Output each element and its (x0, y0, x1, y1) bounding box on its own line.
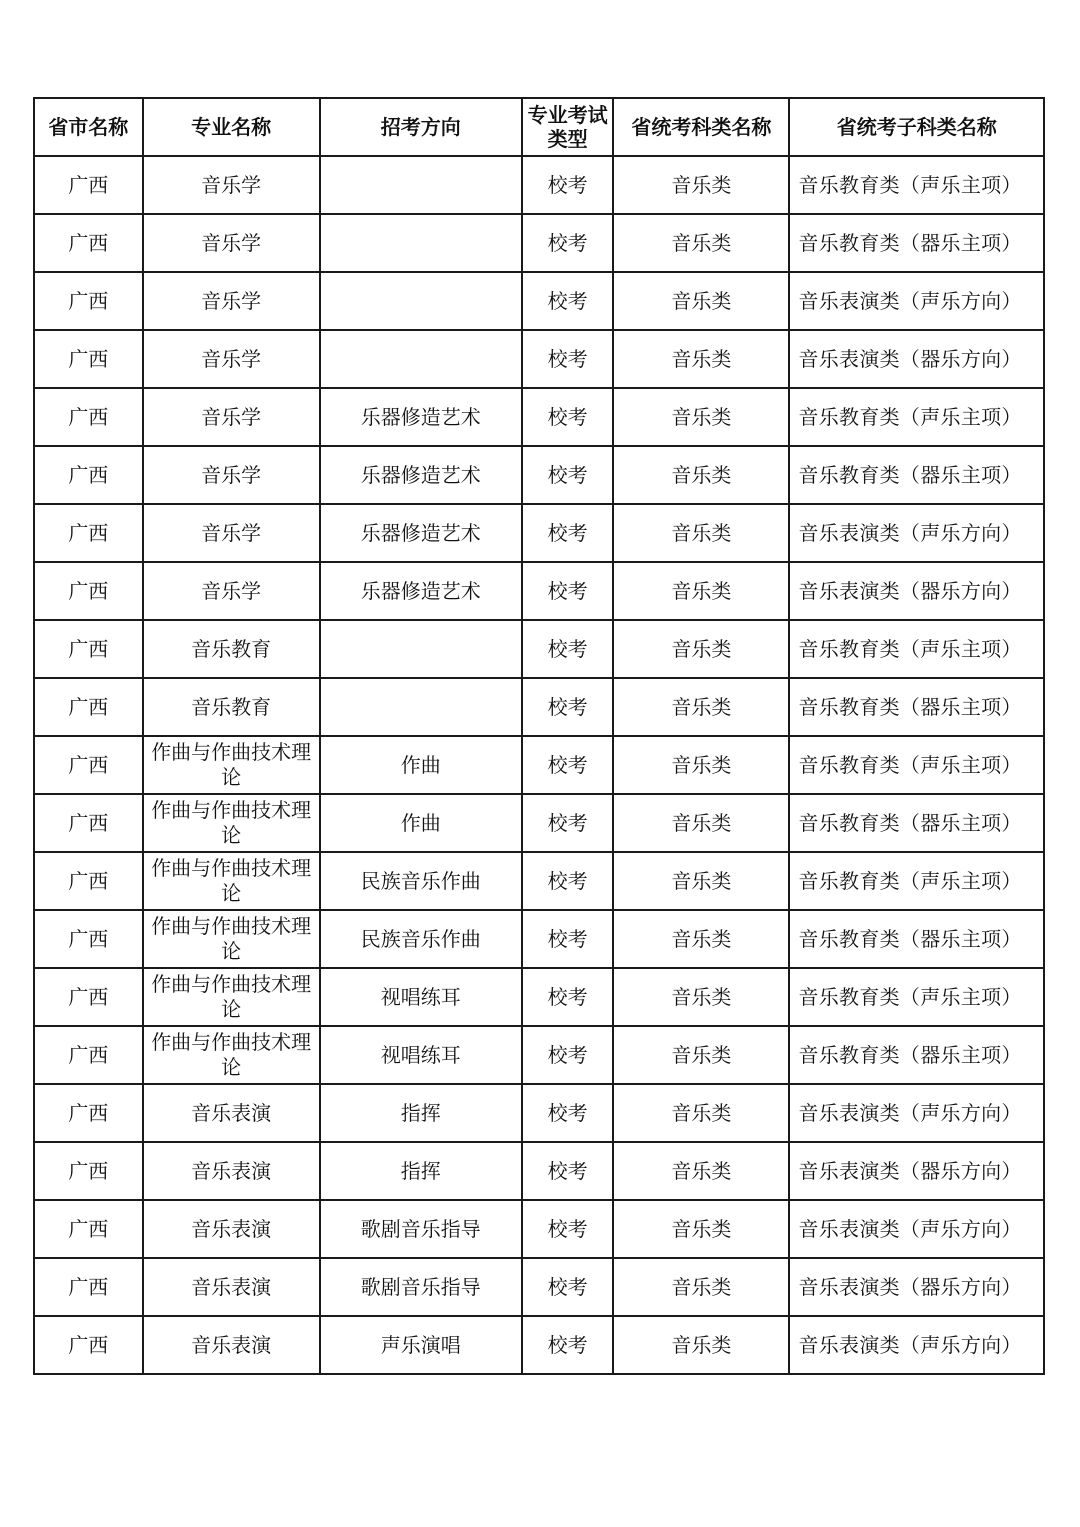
cell-category: 音乐类 (613, 1084, 789, 1142)
cell-major: 音乐学 (143, 446, 320, 504)
cell-major: 音乐表演 (143, 1316, 320, 1374)
header-exam-type-label: 专业考试类型 (527, 103, 608, 151)
cell-sub-category: 音乐教育类（声乐主项） (789, 156, 1044, 214)
cell-direction: 民族音乐作曲 (320, 910, 522, 968)
cell-category: 音乐类 (613, 620, 789, 678)
header-major: 专业名称 (143, 98, 320, 156)
cell-province: 广西 (34, 1258, 143, 1316)
cell-major: 音乐学 (143, 330, 320, 388)
cell-province: 广西 (34, 1200, 143, 1258)
cell-sub-category: 音乐教育类（器乐主项） (789, 794, 1044, 852)
cell-major: 音乐表演 (143, 1142, 320, 1200)
cell-exam-type: 校考 (522, 678, 614, 736)
cell-category: 音乐类 (613, 736, 789, 794)
cell-major: 作曲与作曲技术理论 (143, 1026, 320, 1084)
table-row (34, 1258, 1044, 1316)
cell-major: 音乐学 (143, 214, 320, 272)
cell-exam-type: 校考 (522, 794, 614, 852)
cell-sub-category: 音乐教育类（声乐主项） (789, 736, 1044, 794)
cell-province: 广西 (34, 678, 143, 736)
cell-category: 音乐类 (613, 562, 789, 620)
cell-sub-category: 音乐表演类（声乐方向） (789, 1316, 1044, 1374)
cell-category: 音乐类 (613, 968, 789, 1026)
cell-category: 音乐类 (613, 1258, 789, 1316)
table-row (34, 1316, 1044, 1374)
header-exam-type (522, 98, 614, 156)
cell-province: 广西 (34, 330, 143, 388)
table-row (34, 678, 1044, 736)
table-row (34, 1084, 1044, 1142)
cell-sub-category: 音乐教育类（器乐主项） (789, 910, 1044, 968)
cell-direction: 乐器修造艺术 (320, 446, 522, 504)
table-row (34, 1026, 1044, 1084)
table-row (34, 620, 1044, 678)
cell-category: 音乐类 (613, 214, 789, 272)
cell-exam-type: 校考 (522, 1142, 614, 1200)
cell-province: 广西 (34, 1084, 143, 1142)
cell-major: 音乐学 (143, 272, 320, 330)
cell-exam-type: 校考 (522, 272, 614, 330)
header-direction: 招考方向 (320, 98, 522, 156)
cell-direction (320, 620, 522, 678)
cell-major: 作曲与作曲技术理论 (143, 968, 320, 1026)
cell-major: 作曲与作曲技术理论 (143, 852, 320, 910)
cell-exam-type: 校考 (522, 504, 614, 562)
cell-exam-type: 校考 (522, 156, 614, 214)
cell-category: 音乐类 (613, 852, 789, 910)
cell-sub-category: 音乐表演类（器乐方向） (789, 1142, 1044, 1200)
cell-province: 广西 (34, 504, 143, 562)
cell-direction: 乐器修造艺术 (320, 562, 522, 620)
cell-sub-category: 音乐教育类（声乐主项） (789, 388, 1044, 446)
cell-sub-category: 音乐表演类（声乐方向） (789, 1084, 1044, 1142)
cell-category: 音乐类 (613, 910, 789, 968)
cell-sub-category: 音乐表演类（器乐方向） (789, 330, 1044, 388)
cell-category: 音乐类 (613, 1316, 789, 1374)
cell-province: 广西 (34, 852, 143, 910)
table-row (34, 446, 1044, 504)
cell-direction: 视唱练耳 (320, 968, 522, 1026)
cell-province: 广西 (34, 736, 143, 794)
cell-exam-type: 校考 (522, 388, 614, 446)
cell-province: 广西 (34, 968, 143, 1026)
cell-major: 音乐学 (143, 388, 320, 446)
cell-exam-type: 校考 (522, 968, 614, 1026)
cell-major: 作曲与作曲技术理论 (143, 794, 320, 852)
cell-exam-type: 校考 (522, 620, 614, 678)
cell-sub-category: 音乐表演类（声乐方向） (789, 272, 1044, 330)
table-row (34, 968, 1044, 1026)
header-sub-category: 省统考子科类名称 (789, 98, 1044, 156)
cell-exam-type: 校考 (522, 910, 614, 968)
cell-sub-category: 音乐教育类（器乐主项） (789, 678, 1044, 736)
table-row (34, 910, 1044, 968)
cell-major: 音乐学 (143, 156, 320, 214)
cell-direction: 作曲 (320, 736, 522, 794)
header-row (34, 98, 1044, 156)
cell-province: 广西 (34, 156, 143, 214)
cell-major: 作曲与作曲技术理论 (143, 736, 320, 794)
table-row (34, 852, 1044, 910)
table-row (34, 736, 1044, 794)
cell-exam-type: 校考 (522, 1200, 614, 1258)
cell-sub-category: 音乐教育类（声乐主项） (789, 968, 1044, 1026)
cell-major: 音乐学 (143, 562, 320, 620)
cell-major: 音乐表演 (143, 1084, 320, 1142)
cell-sub-category: 音乐教育类（声乐主项） (789, 620, 1044, 678)
cell-province: 广西 (34, 214, 143, 272)
table-row (34, 504, 1044, 562)
cell-province: 广西 (34, 1316, 143, 1374)
cell-major: 音乐教育 (143, 678, 320, 736)
header-category: 省统考科类名称 (613, 98, 789, 156)
cell-exam-type: 校考 (522, 1026, 614, 1084)
cell-exam-type: 校考 (522, 562, 614, 620)
table-body (34, 156, 1044, 1374)
cell-category: 音乐类 (613, 1026, 789, 1084)
cell-category: 音乐类 (613, 504, 789, 562)
cell-province: 广西 (34, 272, 143, 330)
cell-sub-category: 音乐表演类（声乐方向） (789, 504, 1044, 562)
admissions-table (33, 97, 1045, 1375)
cell-exam-type: 校考 (522, 1316, 614, 1374)
table-row (34, 388, 1044, 446)
cell-direction: 指挥 (320, 1142, 522, 1200)
table-row (34, 1142, 1044, 1200)
cell-direction (320, 214, 522, 272)
cell-direction (320, 330, 522, 388)
table-row (34, 562, 1044, 620)
table-row (34, 272, 1044, 330)
cell-category: 音乐类 (613, 1142, 789, 1200)
cell-province: 广西 (34, 562, 143, 620)
cell-category: 音乐类 (613, 272, 789, 330)
cell-exam-type: 校考 (522, 1084, 614, 1142)
cell-sub-category: 音乐表演类（器乐方向） (789, 1258, 1044, 1316)
cell-major: 音乐教育 (143, 620, 320, 678)
table-row (34, 214, 1044, 272)
cell-province: 广西 (34, 620, 143, 678)
cell-direction: 乐器修造艺术 (320, 504, 522, 562)
cell-direction (320, 272, 522, 330)
cell-exam-type: 校考 (522, 214, 614, 272)
cell-direction: 民族音乐作曲 (320, 852, 522, 910)
cell-direction: 乐器修造艺术 (320, 388, 522, 446)
cell-province: 广西 (34, 446, 143, 504)
cell-category: 音乐类 (613, 388, 789, 446)
cell-sub-category: 音乐教育类（器乐主项） (789, 214, 1044, 272)
admissions-table-sheet (33, 97, 1045, 1375)
cell-direction: 声乐演唱 (320, 1316, 522, 1374)
cell-direction (320, 678, 522, 736)
cell-major: 音乐表演 (143, 1200, 320, 1258)
cell-category: 音乐类 (613, 794, 789, 852)
cell-major: 音乐学 (143, 504, 320, 562)
cell-major: 音乐表演 (143, 1258, 320, 1316)
cell-exam-type: 校考 (522, 446, 614, 504)
cell-direction: 指挥 (320, 1084, 522, 1142)
cell-sub-category: 音乐教育类（声乐主项） (789, 852, 1044, 910)
cell-major: 作曲与作曲技术理论 (143, 910, 320, 968)
cell-category: 音乐类 (613, 678, 789, 736)
cell-category: 音乐类 (613, 156, 789, 214)
cell-direction: 歌剧音乐指导 (320, 1258, 522, 1316)
cell-sub-category: 音乐表演类（器乐方向） (789, 562, 1044, 620)
cell-province: 广西 (34, 910, 143, 968)
cell-direction: 歌剧音乐指导 (320, 1200, 522, 1258)
cell-exam-type: 校考 (522, 852, 614, 910)
cell-province: 广西 (34, 794, 143, 852)
cell-province: 广西 (34, 1142, 143, 1200)
header-province: 省市名称 (34, 98, 143, 156)
cell-direction: 视唱练耳 (320, 1026, 522, 1084)
cell-exam-type: 校考 (522, 330, 614, 388)
cell-sub-category: 音乐教育类（器乐主项） (789, 446, 1044, 504)
table-row (34, 330, 1044, 388)
table-row (34, 794, 1044, 852)
cell-category: 音乐类 (613, 330, 789, 388)
cell-direction (320, 156, 522, 214)
cell-category: 音乐类 (613, 446, 789, 504)
cell-sub-category: 音乐表演类（声乐方向） (789, 1200, 1044, 1258)
table-row (34, 156, 1044, 214)
cell-province: 广西 (34, 388, 143, 446)
cell-category: 音乐类 (613, 1200, 789, 1258)
table-header (34, 98, 1044, 156)
cell-province: 广西 (34, 1026, 143, 1084)
table-row (34, 1200, 1044, 1258)
cell-exam-type: 校考 (522, 736, 614, 794)
cell-sub-category: 音乐教育类（器乐主项） (789, 1026, 1044, 1084)
cell-direction: 作曲 (320, 794, 522, 852)
cell-exam-type: 校考 (522, 1258, 614, 1316)
